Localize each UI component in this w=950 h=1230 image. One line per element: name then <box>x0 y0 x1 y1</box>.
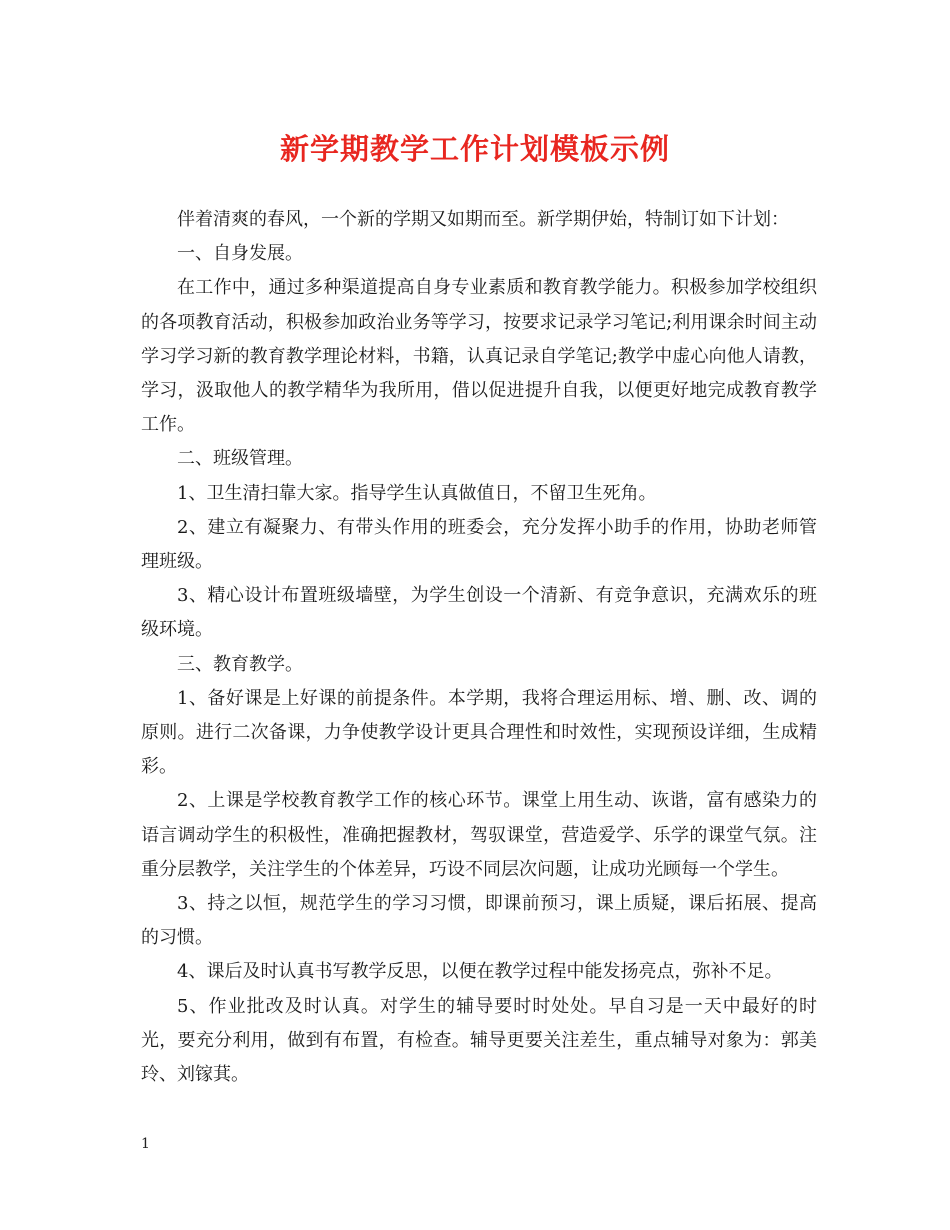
page-number: 1 <box>141 1136 150 1152</box>
paragraph-teaching-item-1: 1、备好课是上好课的前提条件。本学期，我将合理运用标、增、删、改、调的原则。进行二次备课，力争使教学设计更具合理性和时效性，实现预设详细，生成精彩。 <box>141 687 817 778</box>
heading-teaching: 三、教育教学。 <box>177 653 303 675</box>
paragraph-class-item-3: 3、精心设计布置班级墙壁，为学生创设一个清新、有竞争意识，充满欢乐的班级环境。 <box>141 585 817 641</box>
paragraph-teaching-item-4: 4、课后及时认真书写教学反思，以便在教学过程中能发扬亮点，弥补不足。 <box>177 961 783 983</box>
paragraph-teaching-item-5: 5、作业批改及时认真。对学生的辅导要时时处处。早自习是一天中最好的时光，要充分利用，做到有布置，有检查。辅导更要关注差生，重点辅导对象为：郭美玲、刘镓萁。 <box>141 995 817 1086</box>
paragraph-class-item-1: 1、卫生清扫靠大家。指导学生认真做值日，不留卫生死角。 <box>177 482 657 504</box>
heading-self-development: 一、自身发展。 <box>177 243 303 265</box>
document-body <box>141 203 817 1092</box>
paragraph-intro: 伴着清爽的春风，一个新的学期又如期而至。新学期伊始，特制订如下计划： <box>177 209 789 230</box>
document-title: 新学期教学工作计划模板示例 <box>279 132 670 166</box>
paragraph-teaching-item-2: 2、上课是学校教育教学工作的核心环节。课堂上用生动、诙谐，富有感染力的语言调动学生的积极性，准确把握教材，驾驭课堂，营造爱学、乐学的课堂气氛。注重分层教学，关注学生的个体差异，巧设不同层次问题，让成功光顾每一个学生。 <box>141 790 817 880</box>
paragraph-teaching-item-3: 3、持之以恒，规范学生的学习习惯，即课前预习，课上质疑，课后拓展、提高的习惯。 <box>141 893 817 949</box>
paragraph-class-item-2: 2、建立有凝聚力、有带头作用的班委会，充分发挥小助手的作用，协助老师管理班级。 <box>141 516 817 573</box>
paragraph-self-development: 在工作中，通过多种渠道提高自身专业素质和教育教学能力。积极参加学校组织的各项教育活动，积极参加政治业务等学习，按要求记录学习笔记;利用课余时间主动学习学习新的教育教学理论材料，书籍，认真记录自学笔记;教学中虚心向他人请教，学习，汲取他人的教学精华为我所用，借以促进提升自我，以便更好地完成教育教学工作。 <box>141 277 817 436</box>
heading-class-management: 二、班级管理。 <box>177 448 303 470</box>
